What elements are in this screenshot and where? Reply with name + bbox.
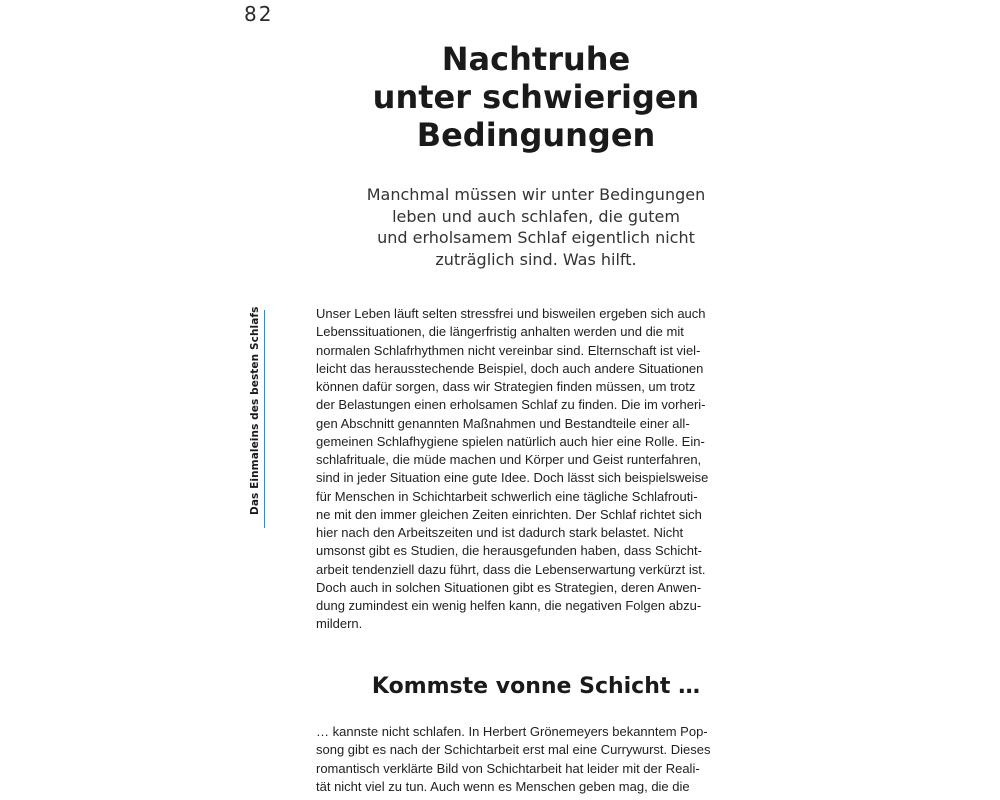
body-line: Unser Leben läuft selten stressfrei und bisweilen ergeben sich auch (316, 306, 706, 321)
article-title (336, 40, 736, 154)
body-line: dung zumindest ein wenig helfen kann, die negativen Folgen abzu- (316, 598, 702, 613)
body-line: gen Abschnitt genannten Maßnahmen und Bestandteile einer all- (316, 415, 690, 431)
body-line: Doch auch in solchen Situationen gibt es Strategien, deren Anwen- (316, 579, 702, 595)
body-paragraph-1 (316, 305, 766, 634)
title-line: unter schwierigen (372, 78, 700, 116)
body-line: tät nicht viel zu tun. Auch wenn es Menschen geben mag, die die (316, 778, 690, 794)
body-line: Lebenssituationen, die längerfristig anhalten werden und die mit (316, 324, 684, 340)
body-paragraph-2 (316, 723, 766, 796)
body-line: gemeinen Schlafhygiene spielen natürlich auch hier eine Rolle. Ein- (316, 433, 705, 449)
article-lead (336, 184, 736, 270)
body-line: schlafrituale, die müde machen und Körper und Geist runterfahren, (316, 452, 702, 467)
section-subheading: Kommste vonne Schicht … (371, 674, 701, 699)
body-line: leicht das herausstechende Beispiel, doch auch andere Situationen (316, 360, 704, 376)
running-head-text: Das Einmaleins des besten Schlafs (249, 306, 261, 515)
body-line: … kannste nicht schlafen. In Herbert Grönemeyers bekanntem Pop- (316, 724, 708, 739)
body-line: sind in jeder Situation eine gute Idee. Doch lässt sich beispielsweise (316, 470, 709, 486)
body-line: der Belastungen einen erholsamen Schlaf zu finden. Die im vorheri- (316, 397, 706, 413)
body-line: für Menschen in Schichtarbeit schwerlich eine tägliche Schlafrouti- (316, 488, 698, 504)
lead-line: leben und auch schlafen, die gutem (392, 206, 680, 226)
page-number: 82 (244, 2, 274, 26)
running-head (249, 306, 265, 528)
body-line: song gibt es nach der Schichtarbeit erst mal eine Currywurst. Dieses (316, 742, 711, 758)
lead-line: und erholsamem Schlaf eigentlich nicht (377, 228, 695, 247)
lead-line: zuträglich sind. Was hilft. (435, 249, 637, 269)
body-line: normalen Schlafrhythmen nicht vereinbar sind. Elternschaft ist viel- (316, 342, 701, 358)
title-line: Bedingungen (416, 116, 656, 154)
body-line: ne mit den immer gleichen Zeiten einrichten. Der Schlaf richtet sich (316, 506, 702, 522)
body-line: mildern. (316, 616, 363, 632)
body-line: hier nach den Arbeitszeiten und ist dadurch stark belastet. Nicht (316, 525, 684, 540)
lead-line: Manchmal müssen wir unter Bedingungen (366, 185, 706, 204)
body-line: arbeit tendenziell dazu führt, dass die Lebenserwartung verkürzt ist. (316, 561, 706, 577)
body-line: romantisch verklärte Bild von Schichtarbeit hat leider mit der Reali- (316, 760, 700, 776)
body-line: können dafür sorgen, dass wir Strategien finden müssen, um trotz (316, 379, 696, 394)
body-line: umsonst gibt es Studien, die herausgefunden haben, dass Schicht- (316, 543, 702, 559)
title-line: Nachtruhe (441, 40, 631, 78)
